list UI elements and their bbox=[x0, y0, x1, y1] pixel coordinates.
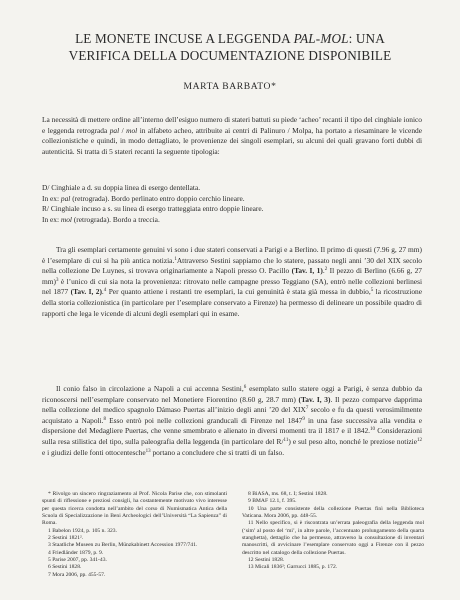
footnote-4: 4 Friedländer 1879, p. 9. bbox=[48, 549, 104, 556]
title-part-2: : UNA bbox=[348, 31, 385, 46]
title-line-2: VERIFICA DELLA DOCUMENTAZIONE DISPONIBILE bbox=[68, 48, 392, 63]
author-name: MARTA BARBATO* bbox=[183, 81, 277, 92]
p2-text-a: Il conio falso in circolazione a Napoli a cui accenna Sestini, bbox=[56, 384, 244, 393]
footnotes-left-column bbox=[42, 491, 227, 579]
plate-ref-2: (Tav. I, 2) bbox=[70, 287, 102, 297]
list-line-4 bbox=[42, 215, 422, 226]
p2-text-e: Esso entrò poi nelle collezioni granducali di Firenze nel 1847 bbox=[105, 415, 303, 425]
list-line-2-italic: pal bbox=[60, 193, 71, 203]
p2-text-c: . Il pezzo comparve dapprima nella collezione del medico spagnolo Dámaso Puertas all’inizio degli anni ’20 del XIX bbox=[42, 394, 422, 415]
footnote-ref-12: 12 bbox=[417, 437, 422, 443]
p1-text-d: Il pezzo di Berlino (6.66 g, 27 mm) bbox=[42, 266, 422, 286]
p2-text-j: portano a concludere che si tratti di un falso. bbox=[150, 447, 285, 457]
p2-text-i: e i giudizi delle fonti ottocentesche bbox=[42, 447, 146, 457]
footnote-ref-10: 10 bbox=[370, 427, 376, 433]
footnote-1: 1 Babelon 1924, p. 105 n. 323. bbox=[48, 527, 117, 534]
body-paragraph-2 bbox=[42, 384, 422, 458]
footnote-ref-9: 9 bbox=[302, 416, 305, 422]
p2-text-h: ) e sul peso alto, nonché le preziose notizie bbox=[288, 436, 417, 446]
footnote-6: 6 Sestini 1828. bbox=[48, 564, 82, 571]
footnotes-right-column bbox=[242, 491, 424, 572]
footnote-ref-13: 13 bbox=[145, 448, 151, 454]
p1-text-c: . bbox=[322, 266, 325, 276]
p2-text-d: secolo e fu da questi verosimilmente acquistato a Napoli. bbox=[42, 405, 422, 425]
list-line-4-italic: mol bbox=[60, 214, 72, 224]
body-paragraph-1 bbox=[42, 245, 422, 319]
list-line-2 bbox=[42, 194, 422, 205]
footnote-12: 12 Sestini 1828. bbox=[248, 557, 285, 564]
footnote-13: 13 Micali 1836²; Garrucci 1885, p. 172. bbox=[248, 564, 338, 571]
list-line-3: R/ Cinghiale incuso a s. su linea di esergo tratteggiata entro doppie lineare. bbox=[42, 204, 264, 214]
title-legend-italic: PAL-MOL bbox=[293, 31, 349, 46]
footnote-ref-8: 8 bbox=[103, 416, 106, 422]
intro-slash: / bbox=[119, 125, 127, 135]
p1-text-e: è l’unico di cui sia nota la provenienza: ritrovato nelle campagne presso Teggiano (SA), entrò nelle collezioni berlinesi nel 1877 bbox=[42, 276, 422, 297]
footnote-ref-7: 7 bbox=[305, 406, 309, 412]
p1-text-a: Tra gli esemplari certamente genuini vi sono i due stateri conservati a Parigi e a Berlino. Il primo di questi (7.96 g, 27 mm) è l’esemplare di cui si ha più antica notizia. bbox=[42, 245, 422, 265]
footnote-ref-1: 1 bbox=[174, 256, 177, 262]
intro-text: La necessità di mettere ordine all’interno dell’esiguo numero di stateri battuti su piede ‘acheo’ recanti il tipo del cinghiale ionico e leggenda retrograda bbox=[42, 115, 422, 135]
p2-text-f: in una fase successiva alla vendita e dispersione del Medagliere Puertas, che venne smembrato e alienato in diversi momenti tra il 1817 e il 1842. bbox=[42, 415, 422, 436]
plate-ref-3: (Tav. I, 3) bbox=[298, 394, 331, 404]
intro-text-cont: in alfabeto acheo, attribuite ai centri di Palinuro / Molpa, ha portato a riesaminare le vicende collezionistiche e quindi, in modo dettagliato, le provenienze dei singoli esemplari, su alcuni dei quali gravano forti dubbi di autenticità. Si tratta di 5 stateri recanti la seguente tipologia: bbox=[42, 125, 422, 156]
intro-italic-mol: mol bbox=[126, 125, 138, 135]
footnote-ref-5: 5 bbox=[370, 288, 374, 294]
footnote-5: 5 Parise 2007, pp. 341-43. bbox=[48, 557, 107, 564]
footnote-9: 9 BMAF 12.1, f. 395. bbox=[248, 498, 297, 505]
title-part-1: LE MONETE INCUSE A LEGGENDA bbox=[75, 31, 294, 46]
footnote-ref-6: 6 bbox=[243, 385, 247, 390]
footnote-2: 2 Sestini 1821². bbox=[48, 535, 84, 542]
list-line-1: D/ Cinghiale a d. su doppia linea di esergo dentellata. bbox=[42, 183, 201, 192]
p2-text-b: esemplato sullo statere oggi a Parigi, è senza dubbio da riconoscersi nell’esemplare conservato nel Monetiere Fiorentino (8.60 g, 28.7 mm) bbox=[42, 384, 422, 404]
p2-text-g: Considerazioni sulla resa stilistica del tipo, sulla paleografia della leggenda (in particolare del R/ bbox=[42, 426, 423, 446]
footnote-11: 11 Nello specifico, si è riscontrata un’errata paleografia della leggenda mol (‘sim’ al posto del ‘mi’, in altre parole, l’accentuato prolungamento della quarta stanghetta), dettaglio che ha permesso, attraverso la consultazione di inventari manoscritti, di avvicinare l’esemplare conservato oggi a Firenze con il pezzo descritto nel catalogo della collezione Puertas. bbox=[242, 520, 424, 556]
p1-text-f: . bbox=[101, 287, 104, 297]
footnote-star: * Rivolgo un sincero ringraziamento al Prof. Nicola Parise che, con stimolanti spunti di riflessione e preziosi consigli, ha costantemente motivato vivo interesse per questa ricerca condotta nell’ambito del corso di Numismatica Antica della Scuola di Specializzazione in Beni Archeologici dell’Università “La Sapienza” di Roma. bbox=[42, 491, 227, 527]
p1-text-h: la ricostruzione della storia collezionistica (in particolare per l’esemplare conservato a Firenze) ha permesso di delineare un possibile quadro di rapporti che lega le vicende di alcuni degli esemplari qui in esame. bbox=[42, 287, 422, 318]
plate-ref-1: (Tav. I, 1) bbox=[291, 266, 323, 276]
footnote-7: 7 Mora 2006, pp. 455-57. bbox=[48, 571, 106, 578]
footnote-8: 8 BiASA, ms. 68, t. I; Sestini 1828. bbox=[248, 491, 328, 497]
article-title bbox=[20, 30, 440, 64]
list-line-4-prefix: In ex: bbox=[42, 214, 61, 224]
p1-text-g: Per quanto attiene i restanti tre esemplari, la cui genuinità è stata già messa in dubbio, bbox=[106, 287, 371, 297]
footnote-ref-11: 11 bbox=[283, 437, 289, 443]
list-line-2-prefix: In ex: bbox=[42, 193, 61, 203]
footnote-10: 10 Una parte consistente della collezione Puertas finì nella Biblioteca Vaticana. Mora 2006, pp. 448-55. bbox=[242, 505, 424, 520]
intro-paragraph bbox=[42, 115, 422, 157]
footnote-ref-3: 3 bbox=[55, 277, 59, 283]
coin-description-list bbox=[42, 183, 422, 225]
list-line-2-rest: (retrograda). Bordo perlinato entro doppio cerchio lineare. bbox=[70, 193, 245, 203]
intro-italic-pal: pal bbox=[109, 125, 120, 135]
list-line-4-rest: (retrograda). Bordo a treccia. bbox=[71, 214, 160, 224]
p1-text-b: Attraverso Sestini sappiamo che lo statere, passato negli anni ’30 del XIX secolo nella collezione De Luynes, si trovava originariamente a Napoli presso O. Pacillo bbox=[42, 255, 422, 276]
footnote-ref-4: 4 bbox=[103, 288, 107, 294]
footnote-ref-2: 2 bbox=[324, 267, 328, 273]
footnote-3: 3 Staatliche Museen zu Berlin, Münzkabinett Accession 1977/741. bbox=[48, 542, 198, 549]
